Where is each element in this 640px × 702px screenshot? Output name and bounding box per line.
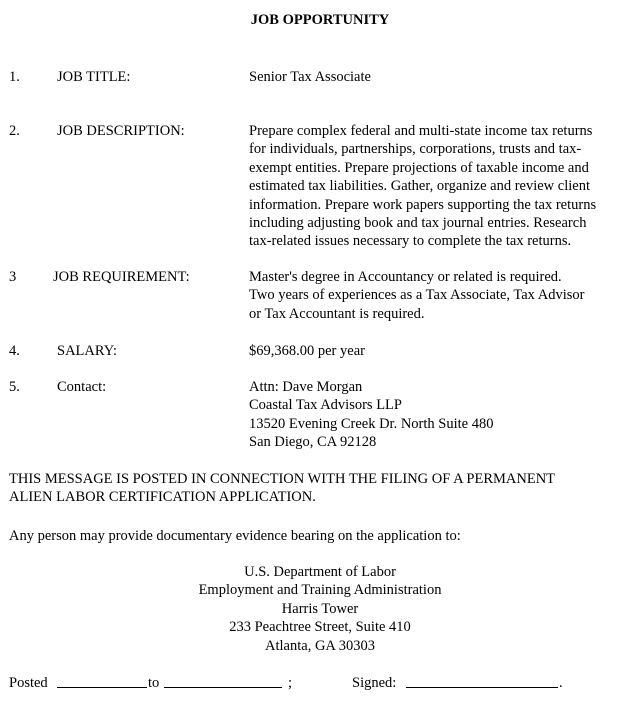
value-line: San Diego, CA 92128 — [249, 434, 377, 451]
value-line: estimated tax liabilities. Gather, organize and review client — [249, 178, 590, 195]
value-line: Master's degree in Accountancy or related is required. — [249, 269, 562, 285]
value-line: or Tax Accountant is required. — [249, 305, 425, 322]
item-label: JOB DESCRIPTION: — [57, 123, 185, 139]
posted-from-blank — [57, 674, 147, 693]
item-label: Contact: — [57, 379, 107, 395]
filing-notice — [9, 470, 629, 507]
item-number: 1. — [9, 69, 20, 85]
semicolon: ; — [288, 675, 293, 691]
item-value — [249, 68, 635, 86]
value-line: exempt entities. Prepare projections of taxable income and — [249, 159, 589, 176]
address-line: U.S. Department of Labor — [244, 564, 396, 580]
item-number: 5. — [9, 379, 20, 395]
item-value — [249, 342, 635, 360]
item-value — [249, 268, 635, 323]
value-line: Attn: Dave Morgan — [249, 379, 363, 395]
posted-to-blank — [164, 674, 282, 693]
value-line: 13520 Evening Creek Dr. North Suite 480 — [249, 415, 494, 432]
item-label: JOB REQUIREMENT: — [53, 269, 190, 285]
value-line: tax-related issues necessary to complete the tax returns. — [249, 233, 572, 250]
signed-label: Signed: — [352, 675, 397, 691]
value-line: $69,368.00 per year — [249, 343, 365, 359]
value-line: including adjusting book and tax journal entries. Research — [249, 215, 587, 232]
period: . — [559, 675, 563, 691]
value-line: Coastal Tax Advisors LLP — [249, 397, 402, 414]
document-title: JOB OPPORTUNITY — [250, 12, 390, 28]
notice-line: ALIEN LABOR CERTIFICATION APPLICATION. — [9, 489, 316, 506]
address-line: Harris Tower — [281, 600, 359, 617]
value-line: for individuals, partnerships, corporations, trusts and tax- — [249, 141, 582, 158]
item-value — [249, 378, 635, 452]
value-line: Senior Tax Associate — [249, 69, 371, 85]
address-line: Employment and Training Administration — [198, 582, 442, 599]
address-line: 233 Peachtree Street, Suite 410 — [229, 619, 411, 636]
to-label: to — [148, 675, 160, 691]
item-number: 2. — [9, 123, 20, 139]
item-number: 3 — [9, 269, 17, 285]
value-line: Prepare complex federal and multi-state income tax returns — [249, 123, 593, 139]
address-line: Atlanta, GA 30303 — [265, 637, 375, 654]
value-line: Two years of experiences as a Tax Associate, Tax Advisor — [249, 287, 585, 304]
evidence-intro: Any person may provide documentary evidence bearing on the application to: — [9, 528, 461, 544]
dol-address — [0, 563, 640, 655]
value-line: information. Prepare work papers supporting the tax returns — [249, 196, 597, 213]
item-number: 4. — [9, 343, 20, 359]
signature-blank — [406, 674, 558, 693]
item-value — [249, 122, 635, 251]
item-label: JOB TITLE: — [57, 69, 131, 85]
item-label: SALARY: — [57, 343, 117, 359]
notice-line: THIS MESSAGE IS POSTED IN CONNECTION WITH THE FILING OF A PERMANENT — [9, 471, 556, 487]
posted-label: Posted — [9, 675, 48, 691]
